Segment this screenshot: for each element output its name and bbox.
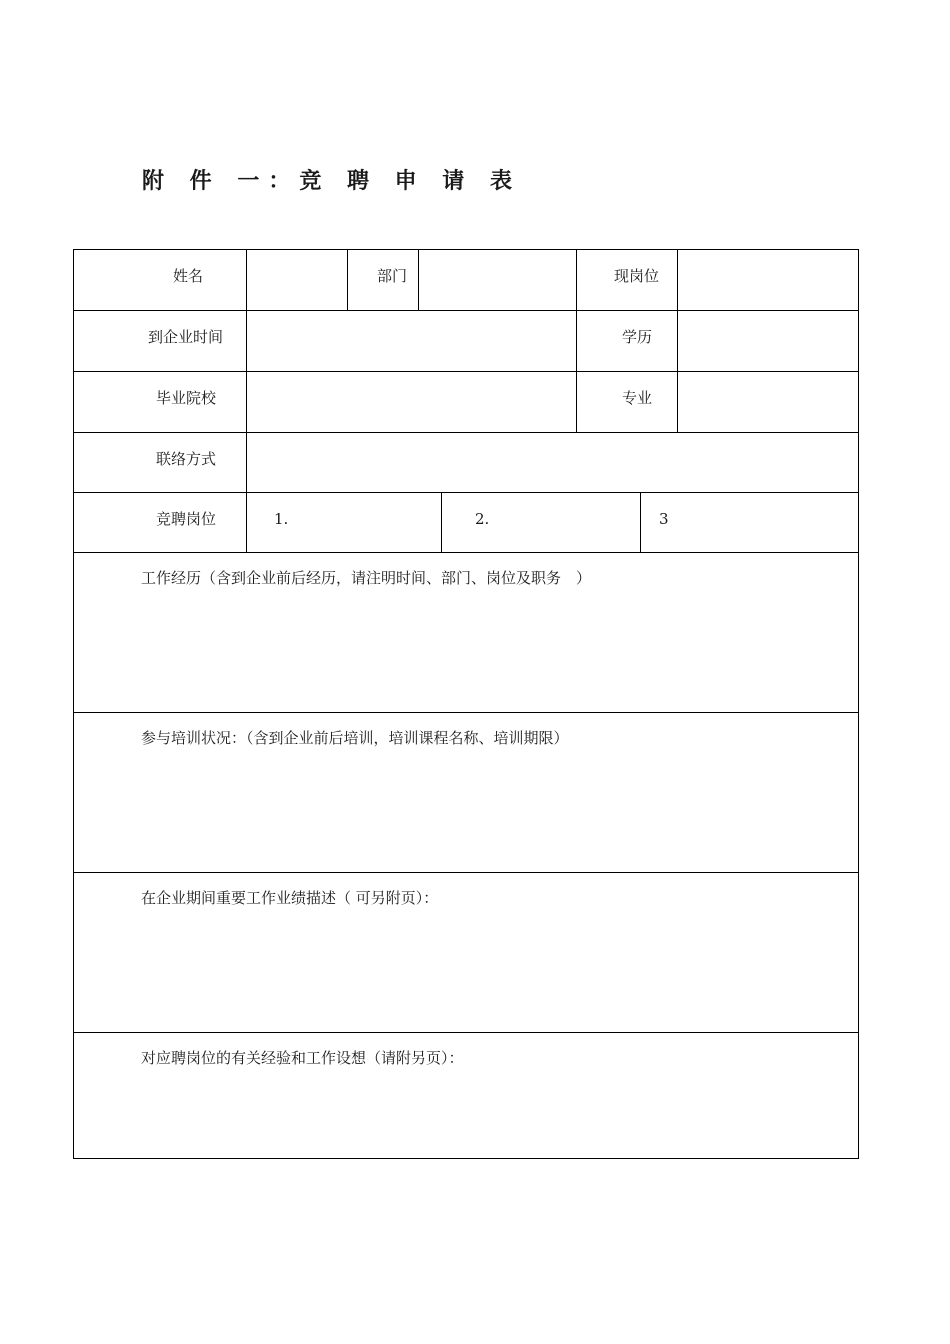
current-post-label-cell xyxy=(576,249,678,311)
education-field[interactable] xyxy=(677,310,859,372)
contact-label-cell xyxy=(73,432,247,493)
school-label-cell xyxy=(73,371,247,433)
position-choice-3-cell[interactable] xyxy=(640,492,859,553)
department-field[interactable] xyxy=(418,249,577,311)
join-date-label: 到企业时间 xyxy=(148,328,224,346)
name-field[interactable] xyxy=(246,249,348,311)
page-title: 附 件 一：竞 聘 申 请 表 xyxy=(142,169,521,194)
department-label: 部门 xyxy=(377,267,408,285)
experience-plan-section[interactable] xyxy=(73,1032,859,1159)
position-choice-3-label: 3 xyxy=(659,510,669,528)
work-history-prompt: 工作经历（含到企业前后经历，请注明时间、部门、岗位及职务 ） xyxy=(141,569,592,587)
contact-label: 联络方式 xyxy=(156,450,217,468)
position-label-cell xyxy=(73,492,247,553)
major-field[interactable] xyxy=(677,371,859,433)
position-choice-1-label: 1. xyxy=(274,510,289,528)
department-label-cell xyxy=(347,249,419,311)
education-label-cell xyxy=(576,310,678,372)
name-label: 姓名 xyxy=(173,267,204,285)
training-section[interactable] xyxy=(73,712,859,873)
current-post-label: 现岗位 xyxy=(614,267,660,285)
name-label-cell xyxy=(73,249,247,311)
school-field[interactable] xyxy=(246,371,577,433)
position-choice-1-cell[interactable] xyxy=(246,492,442,553)
contact-field[interactable] xyxy=(246,432,859,493)
current-post-field[interactable] xyxy=(677,249,859,311)
major-label-cell xyxy=(576,371,678,433)
training-prompt: 参与培训状况：（含到企业前后培训，培训课程名称、培训期限） xyxy=(141,729,569,747)
position-choice-2-cell[interactable] xyxy=(441,492,641,553)
join-date-label-cell xyxy=(73,310,247,372)
major-label: 专业 xyxy=(622,389,653,407)
join-date-field[interactable] xyxy=(246,310,577,372)
school-label: 毕业院校 xyxy=(156,389,217,407)
achievements-section[interactable] xyxy=(73,872,859,1033)
position-label: 竞聘岗位 xyxy=(156,510,217,528)
experience-plan-prompt: 对应聘岗位的有关经验和工作设想（请附另页）： xyxy=(141,1049,464,1067)
position-choice-2-label: 2. xyxy=(475,510,490,528)
application-form xyxy=(73,249,859,1159)
education-label: 学历 xyxy=(622,328,653,346)
work-history-section[interactable] xyxy=(73,552,859,713)
achievements-prompt: 在企业期间重要工作业绩描述（ 可另附页）： xyxy=(141,889,439,907)
